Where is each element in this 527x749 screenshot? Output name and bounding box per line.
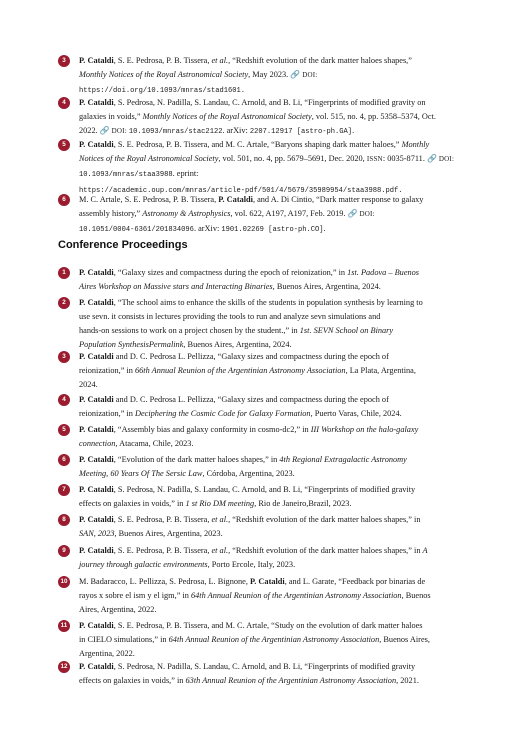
venue-title: et al.: [211, 546, 229, 555]
venue-title: Astronomy & Astrophysics: [142, 208, 231, 218]
author-name: P. Cataldi: [79, 140, 114, 149]
citation-text: rayos x sobre el ism y el igm,” in: [79, 590, 191, 600]
conference-number-badge: 3: [58, 351, 70, 363]
author-name: P. Cataldi: [79, 455, 114, 464]
identifier-link[interactable]: 2207.12917 [astro-ph.GA]: [249, 127, 353, 136]
citation-text: : 0035-8711.: [382, 153, 427, 163]
citation-text: , “Galaxy sizes and compactness during the epoch of reionization,” in: [113, 268, 348, 277]
citation-text: , vol. 622, A197, A197, Feb. 2019.: [230, 208, 348, 218]
conference-number-badge: 9: [58, 545, 70, 557]
venue-title: Notices of the Royal Astronomical Society: [79, 153, 219, 163]
citation-text: 2024.: [79, 379, 98, 389]
publication-entry-line: [79, 167, 477, 183]
conference-entry-line: [79, 619, 477, 633]
citation-text: M. Badaracco, L. Pellizza, S. Pedrosa, L. Bignone,: [79, 577, 250, 586]
author-name: P. Cataldi: [79, 485, 114, 494]
citation-text: , and L. Garate, “Feedback por binarias de: [284, 577, 426, 586]
conference-number-badge: 5: [58, 424, 70, 436]
conference-entry: [60, 575, 477, 617]
doi-label: ISSN: [366, 154, 383, 163]
citation-text: , May 2023.: [248, 69, 291, 79]
conference-entry-line: [79, 423, 477, 437]
citation-text: , “The school aims to enhance the skills of the students in population synthesis by learning to: [113, 298, 423, 307]
author-name: P. Cataldi: [79, 546, 114, 555]
conference-number-badge: 10: [58, 576, 70, 588]
conference-number-badge: 11: [58, 620, 70, 632]
conference-entry: [62, 266, 477, 294]
citation-text: . eprint:: [172, 168, 199, 178]
citation-text: galaxies in voids,”: [79, 111, 143, 121]
conference-entry-line: [79, 280, 477, 294]
citation-text: , Atacama, Chile, 2023.: [115, 438, 194, 448]
citation-text: , Buenos Aires,: [379, 634, 430, 644]
identifier-link[interactable]: 1901.02269 [astro-ph.CO]: [221, 225, 324, 234]
venue-title: et al.: [211, 515, 229, 524]
doi-label: DOI:: [357, 209, 375, 218]
identifier-link[interactable]: https://academic.oup.com/mnras/article-pdf/501/4/5679/35989954/staa3988.pdf.: [79, 186, 403, 195]
citation-text: , S. E. Pedrosa, P. B. Tissera,: [113, 56, 212, 65]
citation-text: Argentina, 2022.: [79, 648, 135, 658]
venue-title: 64th Annual Reunion of the Argentinian Astronomy Association: [168, 634, 380, 644]
conference-entry-line: [79, 324, 477, 338]
conference-number-badge: 8: [58, 514, 70, 526]
conference-entry-line: [79, 467, 477, 481]
citation-text: .: [323, 223, 326, 233]
citation-text: , Buenos Aires, Argentina, 2023.: [114, 528, 223, 538]
conference-entry: [62, 423, 477, 451]
citation-text: , Buenos: [401, 590, 431, 600]
publication-entry-line: [79, 193, 477, 207]
conference-entry-line: [79, 296, 477, 310]
citation-text: , Buenos Aires, Argentina, 2024.: [272, 281, 381, 291]
conference-entry: [60, 660, 477, 688]
publication-entry-line: [79, 54, 477, 68]
citation-text: hands-on sessions to work on a project chosen by the student.,” in: [79, 325, 300, 335]
conference-entry-line: [79, 513, 477, 527]
publication-number-badge: 4: [58, 97, 70, 109]
citation-text: use sevn. it consists in lectures providing the tools to run and analyze sevn simulations and: [79, 311, 381, 321]
author-name: P. Cataldi: [218, 195, 253, 204]
doi-label: DOI:: [436, 154, 455, 163]
citation-text: effects on galaxies in voids,” in: [79, 498, 186, 508]
citation-text: M. C. Artale, S. E. Pedrosa, P. B. Tissera,: [79, 195, 219, 204]
conference-number-badge: 6: [58, 454, 70, 466]
conference-entry-line: [79, 266, 477, 280]
citation-text: , S. Pedrosa, N. Padilla, S. Landau, C. Arnold, and B. Li, “Fingerprints of modified gravity: [113, 662, 416, 671]
citation-text: , S. Pedrosa, N. Padilla, S. Landau, C. Arnold, and B. Li, “Fingerprints of modified gravity on: [113, 98, 426, 107]
conference-entry-line: [79, 393, 477, 407]
citation-text: , S. E. Pedrosa, P. B. Tissera,: [113, 546, 212, 555]
publication-number-badge: 5: [58, 139, 70, 151]
author-name: P. Cataldi: [79, 621, 114, 630]
publication-entry-line: [79, 138, 477, 152]
publication-entry-line: [79, 222, 477, 238]
conference-number-badge: 4: [58, 394, 70, 406]
conference-entry: [62, 544, 477, 572]
section-title-conference-proceedings: Conference Proceedings: [58, 239, 188, 251]
publication-entry: [62, 138, 477, 199]
conference-entry-line: [79, 527, 477, 541]
conference-entry-line: [79, 633, 477, 647]
citation-text: , “Redshift evolution of the dark matter haloes shapes,”: [228, 56, 412, 65]
citation-text: effects on galaxies in voids,” in: [79, 675, 186, 685]
venue-title: 1st. Padova – Buenos: [347, 268, 420, 277]
author-name: P. Cataldi: [79, 352, 114, 361]
author-name: P. Cataldi: [79, 515, 114, 524]
author-name: P. Cataldi: [79, 395, 114, 404]
venue-title: Monthly Notices of the Royal Astronomical Society: [79, 69, 249, 79]
venue-title: Population SynthesisPermalink: [79, 339, 184, 349]
citation-text: , S. Pedrosa, N. Padilla, S. Landau, C. Arnold, and B. Li, “Fingerprints of modified gravity: [113, 485, 416, 494]
publication-number-badge: 6: [58, 194, 70, 206]
citation-text: , vol. 515, no. 4, pp. 5358–5374, Oct.: [311, 111, 436, 121]
venue-title: journey through galactic environments: [79, 559, 208, 569]
conference-entry: [62, 453, 477, 481]
citation-text: in CIELO simulations,” in: [79, 634, 169, 644]
conference-number-badge: 7: [58, 484, 70, 496]
publication-entry: [62, 54, 477, 99]
citation-text: , 2021.: [396, 675, 419, 685]
author-name: P. Cataldi: [79, 98, 114, 107]
conference-entry-line: [79, 364, 477, 378]
conference-entry-line: [79, 544, 477, 558]
citation-text: reionization,” in: [79, 365, 135, 375]
citation-text: 2022.: [79, 125, 100, 135]
citation-text: Aires, Argentina, 2022.: [79, 604, 157, 614]
citation-text: , La Plata, Argentina,: [345, 365, 416, 375]
conference-entry-line: [79, 437, 477, 451]
conference-entry-line: [79, 310, 477, 324]
citation-text: and D. C. Pedrosa L. Pellizza, “Galaxy sizes and compactness during the epoch of: [113, 352, 389, 361]
publication-entry-line: [79, 152, 477, 167]
identifier-link[interactable]: 10.1051/0004-6361/201834096: [79, 225, 194, 234]
citation-text: . arXiv:: [193, 223, 222, 233]
link-icon[interactable]: 🔗: [347, 208, 358, 218]
conference-entry-line: [79, 407, 477, 421]
venue-title: 66th Annual Reunion of the Argentinian Astronomy Association: [134, 365, 346, 375]
citation-text: , “Redshift evolution of the dark matter haloes shapes,” in: [228, 546, 423, 555]
venue-title: 1 st Rio DM meeting: [185, 498, 255, 508]
conference-entry-line: [79, 647, 477, 661]
conference-entry-line: [79, 575, 477, 589]
conference-entry: [60, 619, 477, 661]
venue-title: Deciphering the Cosmic Code for Galaxy Formation: [134, 408, 311, 418]
venue-title: SAN, 2023: [79, 528, 115, 538]
citation-text: . arXiv:: [222, 125, 250, 135]
citation-text: and D. C. Pedrosa L. Pellizza, “Galaxy sizes and compactness during the epoch of: [113, 395, 389, 404]
venue-title: Monthly: [401, 140, 430, 149]
conference-entry-line: [79, 558, 477, 572]
venue-title: 1st. SEVN School on Binary: [299, 325, 394, 335]
citation-text: , vol. 501, no. 4, pp. 5679–5691, Dec. 2020,: [218, 153, 367, 163]
venue-title: Aires Workshop on Massive stars and Interacting Binaries: [79, 281, 273, 291]
conference-entry: [62, 350, 477, 392]
conference-entry-line: [79, 603, 477, 617]
author-name: P. Cataldi: [79, 56, 114, 65]
author-name: P. Cataldi: [249, 577, 285, 586]
doi-label: DOI:: [300, 70, 318, 79]
citation-text: , Rio de Janeiro,Brazil, 2023.: [254, 498, 352, 508]
conference-number-badge: 12: [58, 661, 70, 673]
link-icon[interactable]: 🔗: [99, 125, 110, 135]
conference-number-badge: 1: [58, 267, 70, 279]
publication-entry-line: [79, 207, 477, 222]
conference-entry-line: [79, 660, 477, 674]
venue-title: 4th Regional Extragalactic Astronomy: [279, 455, 407, 464]
conference-entry: [62, 393, 477, 421]
doi-label: DOI:: [109, 126, 129, 135]
publication-number-badge: 3: [58, 55, 70, 67]
citation-text: reionization,” in: [79, 408, 135, 418]
conference-entry-line: [79, 350, 477, 364]
citation-text: , S. E. Pedrosa, P. B. Tissera, and M. C. Artale, “Study on the evolution of dark matter haloes: [113, 621, 423, 630]
conference-entry-line: [79, 378, 477, 392]
author-name: P. Cataldi: [79, 425, 114, 434]
publication-entry-line: [79, 110, 477, 124]
citation-text: , Puerto Varas, Chile, 2024.: [310, 408, 402, 418]
citation-text: assembly history,”: [79, 208, 143, 218]
link-icon[interactable]: 🔗: [426, 153, 437, 163]
conference-entry-line: [79, 589, 477, 603]
citation-text: , Córdoba, Argentina, 2023.: [202, 468, 295, 478]
venue-title: 63th Annual Reunion of the Argentinian Astronomy Association: [185, 675, 397, 685]
author-name: P. Cataldi: [79, 662, 114, 671]
conference-entry-line: [79, 497, 477, 511]
author-name: P. Cataldi: [79, 298, 114, 307]
citation-text: , Buenos Aires, Argentina, 2024.: [183, 339, 292, 349]
venue-title: A: [422, 546, 428, 555]
citation-text: , S. E. Pedrosa, P. B. Tissera, and M. C. Artale, “Baryons shaping dark matter haloes,”: [113, 140, 402, 149]
author-name: P. Cataldi: [79, 268, 114, 277]
link-icon[interactable]: 🔗: [290, 69, 301, 79]
citation-text: , Porto Ercole, Italy, 2023.: [207, 559, 296, 569]
venue-title: 64th Annual Reunion of the Argentinian Astronomy Association: [191, 590, 402, 600]
citation-text: , S. E. Pedrosa, P. B. Tissera,: [113, 515, 212, 524]
publication-entry-line: [79, 96, 477, 110]
citation-text: , “Redshift evolution of the dark matter haloes shapes,” in: [228, 515, 421, 524]
conference-entry-line: [79, 674, 477, 688]
conference-entry: [62, 296, 477, 352]
identifier-link[interactable]: 10.1093/mnras/stac2122: [128, 127, 223, 136]
conference-number-badge: 2: [58, 297, 70, 309]
citation-text: .: [352, 125, 355, 135]
conference-entry: [62, 513, 477, 541]
identifier-link[interactable]: https://doi.org/10.1093/mnras/stad1601.: [79, 86, 246, 95]
citation-text: , “Evolution of the dark matter haloes shapes,” in: [113, 455, 280, 464]
conference-entry: [62, 483, 477, 511]
publication-entry-line: [79, 68, 477, 83]
conference-entry-line: [79, 483, 477, 497]
publication-entry: [62, 193, 477, 238]
identifier-link[interactable]: 10.1093/mnras/staa3988: [79, 170, 173, 179]
publication-entry: [62, 96, 477, 140]
venue-title: et al.: [211, 56, 229, 65]
citation-text: , “Assembly bias and galaxy conformity in cosmo-dc2,” in: [113, 425, 311, 434]
venue-title: III Workshop on the halo-galaxy: [310, 425, 419, 434]
conference-entry-line: [79, 453, 477, 467]
venue-title: Meeting, 60 Years Of The Sersic Law: [79, 468, 203, 478]
venue-title: connection: [79, 438, 116, 448]
venue-title: Monthly Notices of the Royal Astronomical Society: [142, 111, 312, 121]
citation-text: , and A. Di Cintio, “Dark matter response to galaxy: [252, 195, 424, 204]
